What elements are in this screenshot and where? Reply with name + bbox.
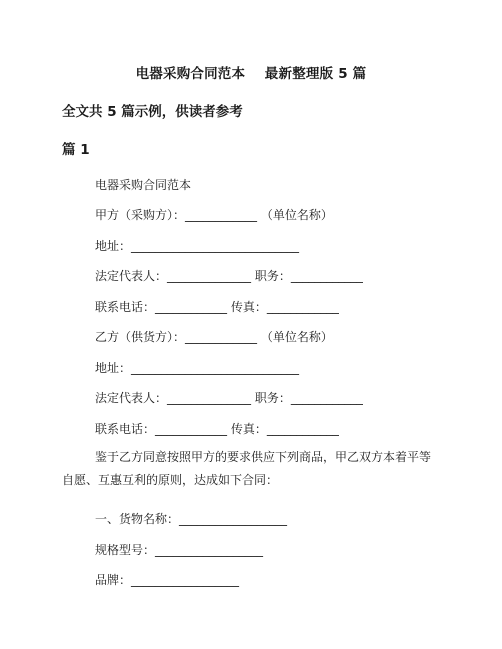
section-heading: 篇 1 — [62, 142, 90, 158]
party-b-contact-line: 联系电话：____________ 传真：____________ — [95, 422, 339, 436]
party-a-line: 甲方（采购方）：____________ （单位名称） — [95, 208, 333, 222]
document-title: 电器采购合同范本 最新整理版 5 篇 — [135, 66, 367, 82]
party-a-address-line: 地址：____________________________ — [95, 239, 300, 253]
party-a-representative-line: 法定代表人：______________ 职务：____________ — [95, 269, 363, 283]
party-b-address-line: 地址：____________________________ — [95, 361, 300, 375]
contract-name-line: 电器采购合同范本 — [95, 178, 192, 192]
party-a-contact-line: 联系电话：____________ 传真：____________ — [95, 300, 339, 314]
item-model: 规格型号：__________________ — [95, 543, 264, 557]
item-brand: 品牌：__________________ — [95, 573, 240, 587]
party-b-representative-line: 法定代表人：______________ 职务：____________ — [95, 391, 363, 405]
agreement-paragraph: 鉴于乙方同意按照甲方的要求供应下列商品，甲乙双方本着平等自愿、互惠互利的原则，达成如下合同： — [62, 450, 432, 487]
item-goods-name: 一、货物名称：__________________ — [95, 512, 288, 526]
document-subtitle: 全文共 5 篇示例，供读者参考 — [62, 104, 243, 120]
party-b-line: 乙方（供货方）：____________ （单位名称） — [95, 330, 333, 344]
